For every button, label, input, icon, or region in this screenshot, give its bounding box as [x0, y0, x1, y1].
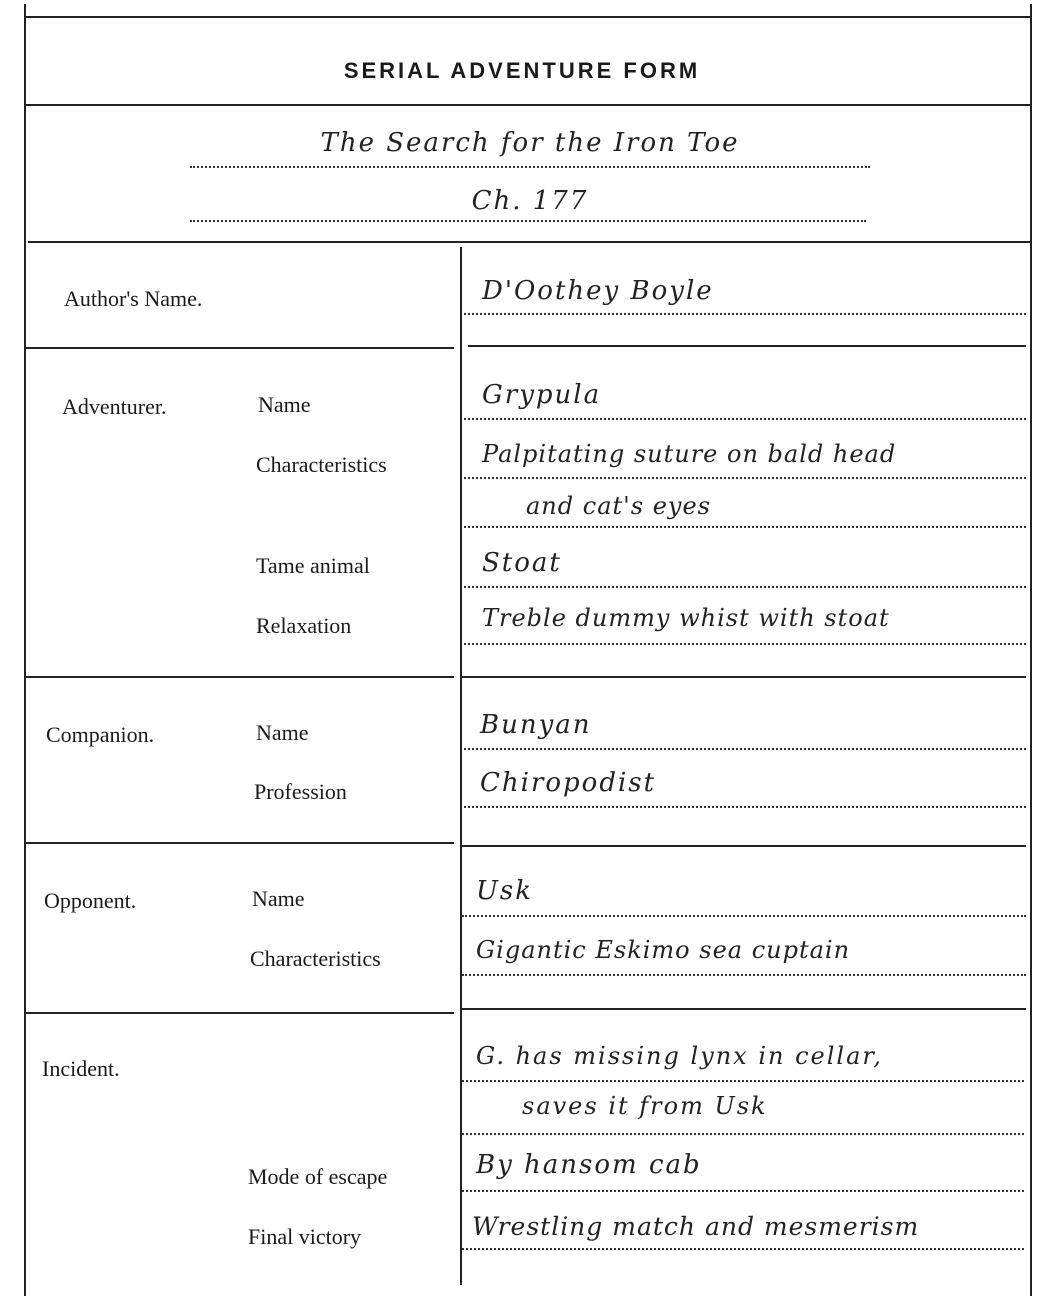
opponent-name-line — [462, 915, 1026, 917]
adventurer-tame-animal-line — [464, 586, 1026, 588]
mode-of-escape-line — [462, 1190, 1024, 1192]
adventurer-characteristics-line — [464, 477, 1026, 479]
right-divider-author — [468, 345, 1026, 347]
left-divider-adventurer — [24, 676, 454, 678]
column-divider — [460, 247, 462, 1285]
companion-name-label: Name — [256, 720, 309, 745]
adventurer-label: Adventurer. — [62, 394, 167, 419]
companion-profession-value: Chiropodist — [480, 768, 657, 798]
adventurer-characteristics-line-2 — [464, 526, 1026, 528]
opponent-name-label: Name — [252, 886, 305, 911]
left-divider-author — [24, 347, 454, 349]
companion-name-line — [464, 748, 1026, 750]
left-divider-companion — [24, 842, 454, 844]
companion-label: Companion. — [46, 722, 155, 747]
final-victory-label: Final victory — [248, 1224, 362, 1249]
adventurer-name-value: Grypula — [482, 380, 602, 410]
form-title: SERIAL ADVENTURE FORM — [343, 58, 701, 83]
title-rule — [24, 104, 1032, 106]
adventurer-relaxation-line — [464, 643, 1026, 645]
adventurer-relaxation-label: Relaxation — [256, 613, 352, 638]
adventurer-characteristics-label: Characteristics — [256, 452, 387, 477]
companion-profession-line — [464, 806, 1026, 808]
right-divider-opponent — [460, 1008, 1026, 1010]
final-victory-value: Wrestling match and mesmerism — [472, 1212, 920, 1241]
opponent-label: Opponent. — [44, 888, 137, 913]
adventurer-characteristics-value-continued: and cat's eyes — [526, 492, 711, 520]
final-victory-line — [462, 1248, 1024, 1250]
adventurer-tame-animal-value: Stoat — [482, 548, 562, 578]
adventurer-name-label: Name — [258, 392, 311, 417]
adventurer-name-line — [464, 418, 1026, 420]
opponent-characteristics-value: Gigantic Eskimo sea cuptain — [476, 936, 851, 964]
adventurer-characteristics-value: Palpitating suture on bald head — [482, 440, 897, 468]
left-divider-opponent — [24, 1012, 454, 1014]
companion-profession-label: Profession — [254, 779, 347, 804]
adventurer-relaxation-value: Treble dummy whist with stoat — [482, 604, 890, 632]
mode-of-escape-value: By hansom cab — [476, 1150, 702, 1180]
incident-line-2 — [462, 1133, 1024, 1135]
chapter: Ch. 177 — [471, 186, 589, 216]
right-divider-adventurer — [462, 676, 1026, 678]
incident-label: Incident. — [42, 1056, 120, 1081]
adventurer-tame-animal-label: Tame animal — [256, 553, 370, 578]
opponent-characteristics-line — [462, 974, 1026, 976]
story-title: The Search for the Iron Toe — [320, 128, 740, 158]
opponent-name-value: Usk — [476, 876, 534, 906]
right-divider-companion — [462, 845, 1026, 847]
header-rule — [28, 241, 1030, 243]
mode-of-escape-label: Mode of escape — [248, 1164, 388, 1189]
story-title-line — [190, 166, 870, 168]
incident-line — [462, 1080, 1024, 1082]
incident-value: G. has missing lynx in cellar, — [476, 1042, 883, 1070]
opponent-characteristics-label: Characteristics — [250, 946, 381, 971]
companion-name-value: Bunyan — [480, 710, 592, 740]
author-value: D'Oothey Boyle — [482, 276, 714, 306]
top-rule — [24, 16, 1032, 18]
author-line — [464, 313, 1026, 315]
author-label: Author's Name. — [64, 286, 203, 311]
chapter-line — [190, 220, 866, 222]
incident-value-continued: saves it from Usk — [522, 1092, 768, 1120]
